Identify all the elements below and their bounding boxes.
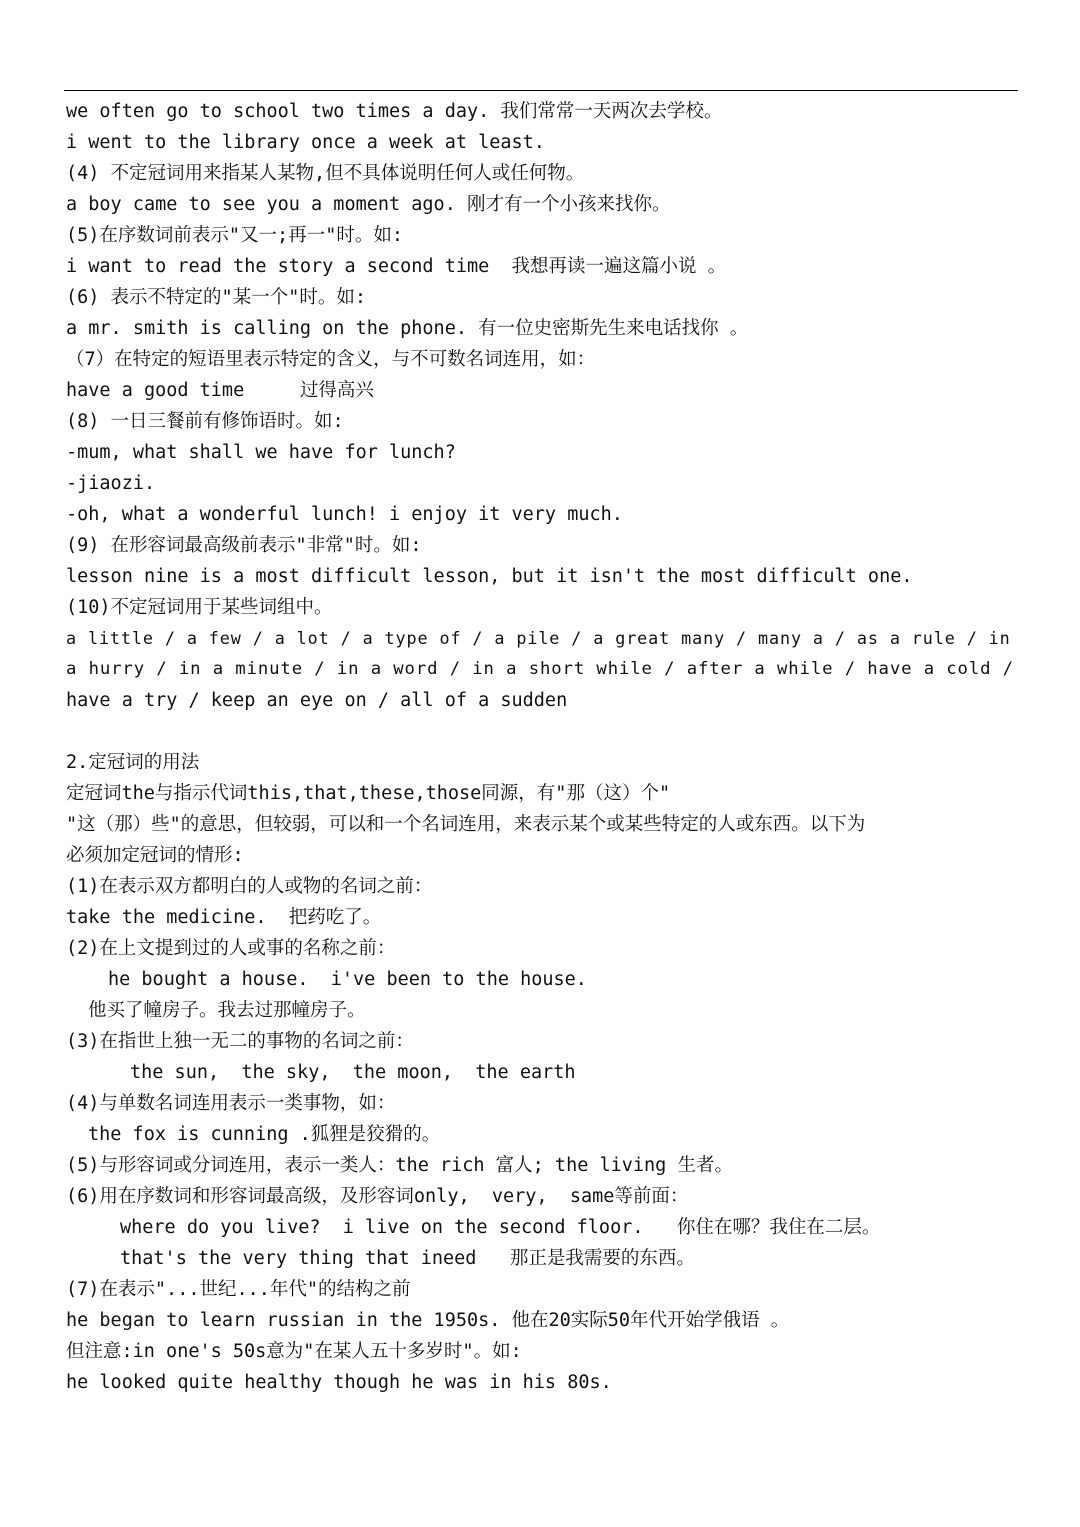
text-line: a mr. smith is calling on the phone. 有一位史密斯先生来电话找你 。: [66, 318, 749, 339]
text-line: "这（那）些"的意思，但较弱，可以和一个名词连用，来表示某个或某些特定的人或东西。以下为: [66, 814, 866, 835]
text-line: take the medicine. 把药吃了。: [66, 907, 382, 928]
text-line: (2)在上文提到过的人或事的名称之前：: [66, 938, 396, 959]
text-line: the sun, the sky, the moon, the earth: [130, 1062, 576, 1083]
text-line: (5)在序数词前表示"又一;再一"时。如:: [66, 225, 403, 246]
text-line: 他买了幢房子。我去过那幢房子。: [88, 1000, 366, 1021]
text-line: (4) 不定冠词用来指某人某物,但不具体说明任何人或任何物。: [66, 163, 585, 184]
text-line: the fox is cunning .狐狸是狡猾的。: [88, 1124, 441, 1145]
text-line: (5)与形容词或分词连用，表示一类人：the rich 富人; the living 生者。: [66, 1155, 733, 1176]
text-line: (9) 在形容词最高级前表示"非常"时。如:: [66, 535, 422, 556]
text-line: that's the very thing that ineed 那正是我需要的东西。: [120, 1248, 695, 1269]
text-line: a boy came to see you a moment ago. 刚才有一个小孩来找你。: [66, 194, 671, 215]
header-rule: [64, 90, 1018, 91]
blank-line: [66, 716, 1016, 747]
section-heading: 2.定冠词的用法: [66, 752, 200, 773]
text-line: we often go to school two times a day. 我们常常一天两次去学校。: [66, 101, 723, 122]
text-line: he began to learn russian in the 1950s. 他在20实际50年代开始学俄语 。: [66, 1310, 790, 1331]
text-line: i want to read the story a second time 我想再读一遍这篇小说 。: [66, 256, 727, 277]
text-line: he looked quite healthy though he was in his 80s.: [66, 1372, 612, 1393]
text-line: (7)在表示"...世纪...年代"的结构之前: [66, 1279, 411, 1300]
text-line: where do you live? i live on the second floor. 你住在哪？我住在二层。: [120, 1217, 881, 1238]
text-line: 定冠词the与指示代词this,that,these,those同源，有"那（这）个": [66, 783, 671, 804]
text-line: have a try / keep an eye on / all of a sudden: [66, 690, 568, 711]
text-line: lesson nine is a most difficult lesson, but it isn't the most difficult one.: [66, 566, 913, 587]
text-line: he bought a house. i've been to the house.: [108, 969, 587, 990]
text-line: (10)不定冠词用于某些词组中。: [66, 597, 333, 618]
document-body: [66, 96, 1016, 1398]
text-line: (6) 表示不特定的"某一个"时。如:: [66, 287, 366, 308]
text-line: -mum, what shall we have for lunch?: [66, 442, 456, 463]
text-line: (8) 一日三餐前有修饰语时。如:: [66, 411, 344, 432]
text-line: -oh, what a wonderful lunch! i enjoy it very much.: [66, 504, 623, 525]
text-line: (6)用在序数词和形容词最高级，及形容词only, very, same等前面：: [66, 1186, 689, 1207]
text-line: have a good time 过得高兴: [66, 380, 374, 401]
text-line: (1)在表示双方都明白的人或物的名词之前：: [66, 876, 433, 897]
text-line: 必须加定冠词的情形:: [66, 845, 244, 866]
text-line: a little / a few / a lot / a type of / a pile / a great many / many a / as a rule / in: [66, 628, 1011, 648]
text-line: i went to the library once a week at least.: [66, 132, 545, 153]
text-line: 但注意:in one's 50s意为"在某人五十多岁时"。如:: [66, 1341, 522, 1362]
text-line: (3)在指世上独一无二的事物的名词之前：: [66, 1031, 414, 1052]
text-line: （7）在特定的短语里表示特定的含义，与不可数名词连用，如：: [66, 349, 596, 370]
text-line: a hurry / in a minute / in a word / in a short while / after a while / have a cold /: [66, 659, 1014, 679]
text-line: -jiaozi.: [66, 473, 156, 494]
text-line: (4)与单数名词连用表示一类事物，如：: [66, 1093, 396, 1114]
